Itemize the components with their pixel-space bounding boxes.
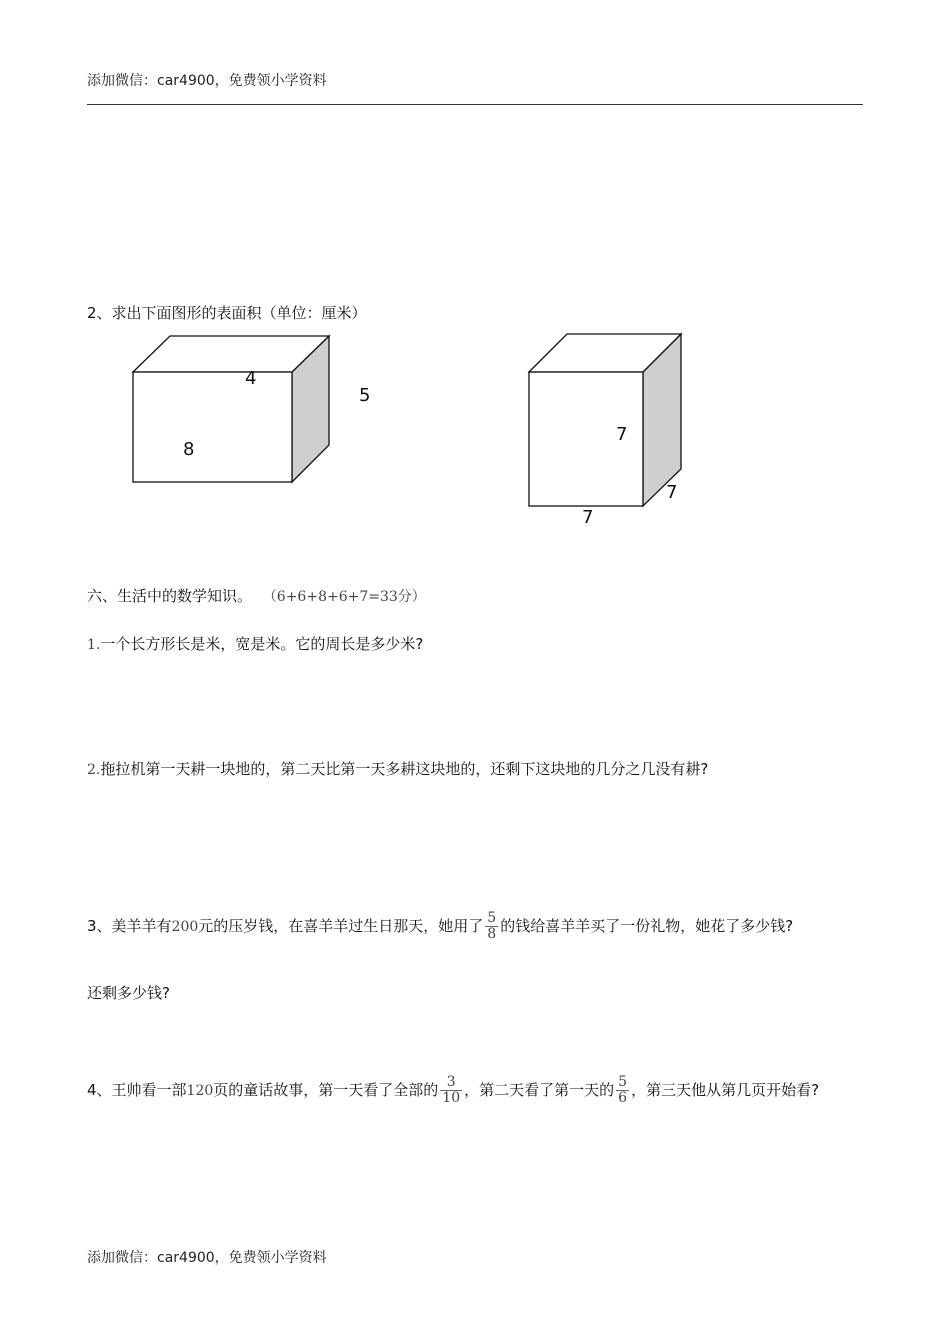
problem-2-number: 2. (87, 762, 101, 778)
problem-3-fraction-numerator: 5 (487, 909, 497, 926)
section6-score: （6+6+8+6+7=33分） (262, 589, 426, 605)
problem-3-fraction (485, 911, 498, 943)
section6-title (87, 585, 426, 606)
problem-4-suffix: ，第三天他从第几页开始看? (631, 1081, 820, 1099)
cube-front-edge-label: 7 (616, 424, 628, 445)
problem-4-prefix: 4、王帅看一部 (87, 1081, 187, 1099)
problem-4 (87, 1070, 819, 1111)
cuboid-width-label: 4 (245, 368, 257, 389)
cube-figure (520, 325, 720, 530)
section6-title-text: 六、生活中的数学知识。 (87, 587, 253, 605)
page-header: 添加微信：car4900，免费领小学资料 (87, 73, 327, 89)
problem-1-number: 1. (87, 637, 101, 653)
problem-1-text: 一个长方形长是米，宽是米。它的周长是多少米? (100, 635, 424, 653)
problem-4-pages: 120 (186, 1083, 214, 1099)
q2-title: 2、求出下面图形的表面积（单位：厘米） (87, 304, 367, 322)
problem-1 (87, 633, 423, 654)
problem-4-mid1: 页的童话故事，第一天看了全部的 (213, 1081, 439, 1099)
header-divider (87, 104, 863, 105)
cuboid-length-label: 8 (183, 439, 195, 460)
problem-3-mid: 元的压岁钱，在喜羊羊过生日那天，她用了 (198, 917, 484, 935)
problem-4-fraction-2-numerator: 5 (618, 1073, 628, 1090)
problem-3-suffix: 的钱给喜羊羊买了一份礼物，她花了多少钱? (500, 917, 794, 935)
cuboid-figure (120, 330, 420, 500)
problem-4-fraction-2 (616, 1075, 629, 1107)
problem-4-fraction-1-numerator: 3 (440, 1075, 462, 1091)
problem-4-fraction-1 (440, 1075, 462, 1107)
page-footer: 添加微信：car4900，免费领小学资料 (87, 1250, 327, 1266)
problem-3-amount: 200 (171, 919, 199, 935)
problem-3-line2: 还剩多少钱? (87, 984, 170, 1002)
cuboid-front-face (133, 372, 292, 482)
problem-3 (87, 906, 793, 947)
problem-3-prefix: 3、美羊羊有 (87, 917, 172, 935)
problem-4-mid2: ，第二天看了第一天的 (464, 1081, 615, 1099)
problem-2-text: 拖拉机第一天耕一块地的，第二天比第一天多耕这块地的，还剩下这块地的几分之几没有耕? (100, 760, 709, 778)
cube-side-edge-label: 7 (666, 482, 678, 503)
cuboid-height-label: 5 (359, 385, 371, 406)
problem-2 (87, 758, 708, 779)
problem-4-fraction-2-denominator: 6 (618, 1090, 628, 1106)
cube-bottom-edge-label: 7 (582, 507, 594, 528)
problem-3-fraction-denominator: 8 (487, 926, 497, 942)
problem-4-fraction-1-denominator: 10 (442, 1090, 461, 1106)
